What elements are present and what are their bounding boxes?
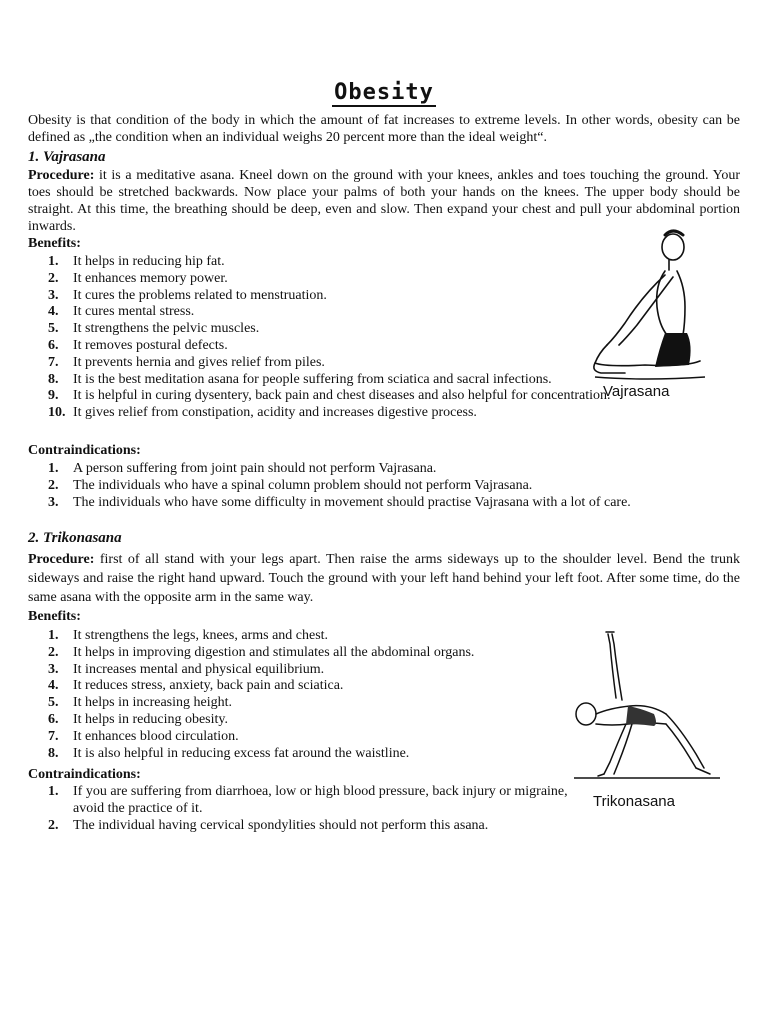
section-heading-trikonasana: 2. Trikonasana xyxy=(28,530,122,546)
procedure-text: first of all stand with your legs apart. Then raise the arms sideways up to the shoulder level. Bend the trunk sideways and raise the right hand upward. Touch the ground with your left hand behind your left foot. After some time, do the same asana with the opposite arm in the same way. xyxy=(28,552,740,605)
list-item-text: It strengthens the pelvic muscles. xyxy=(73,321,260,337)
list-item-number: 5. xyxy=(48,321,59,337)
list-item-text: A person suffering from joint pain should not perform Vajrasana. xyxy=(73,461,437,476)
list-item xyxy=(28,304,603,321)
trikonasana-benefits-label: Benefits: xyxy=(28,609,81,624)
list-item-number: 3. xyxy=(48,287,59,303)
vajrasana-contra-label: Contraindications: xyxy=(28,443,141,458)
vajrasana-figure-caption: Vajrasana xyxy=(603,383,670,400)
list-item-number: 4. xyxy=(48,304,59,320)
trikonasana-figure-caption: Trikonasana xyxy=(593,793,675,810)
list-item-text: It removes postural defects. xyxy=(73,337,228,353)
vajrasana-figure-illustration xyxy=(585,225,715,385)
list-item-text: It is helpful in curing dysentery, back pain and chest diseases and also helpful for concentration. xyxy=(73,388,611,404)
list-item-text: It cures mental stress. xyxy=(73,304,195,320)
list-item xyxy=(28,818,573,835)
list-item xyxy=(28,478,728,495)
section-heading-vajrasana: 1. Vajrasana xyxy=(28,149,106,165)
list-item xyxy=(28,784,573,818)
list-item-number: 2. xyxy=(48,644,59,660)
list-item-text: It is also helpful in reducing excess fat around the waistline. xyxy=(73,745,410,761)
list-item-number: 6. xyxy=(48,711,59,727)
list-item-number: 1. xyxy=(48,628,59,643)
list-item-text: The individuals who have a spinal column problem should not perform Vajrasana. xyxy=(73,477,533,493)
list-item-text: It helps in reducing hip fat. xyxy=(73,254,225,269)
list-item xyxy=(28,338,603,355)
vajrasana-benefits-label: Benefits: xyxy=(28,236,81,251)
list-item-number: 9. xyxy=(48,388,59,404)
list-item-number: 8. xyxy=(48,745,59,761)
list-item-text: It helps in increasing height. xyxy=(73,695,233,711)
list-item-text: If you are suffering from diarrhoea, low or high blood pressure, back injury or migraine, avoid the practice of it. xyxy=(73,784,568,816)
list-item-number: 3. xyxy=(48,661,59,677)
procedure-text: it is a meditative asana. Kneel down on the ground with your knees, ankles and toes touching the ground. Your toes should be stretched backwards. Now place your palms of both your hands on the knees. The upper body should be straight. At this time, the breathing should be deep, even and slow. Then expand your chest and pull your abdominal portion inwards. xyxy=(28,168,740,234)
list-item xyxy=(28,495,728,512)
list-item-number: 1. xyxy=(48,461,59,476)
list-item-text: The individuals who have some difficulty in movement should practise Vajrasana with a lot of care. xyxy=(73,494,631,510)
trikonasana-procedure xyxy=(28,550,740,607)
list-item-number: 4. xyxy=(48,678,59,694)
list-item-number: 7. xyxy=(48,728,59,744)
list-item-number: 8. xyxy=(48,371,59,387)
list-item-number: 2. xyxy=(48,270,59,286)
list-item-text: It helps in improving digestion and stimulates all the abdominal organs. xyxy=(73,644,475,660)
list-item xyxy=(28,254,603,271)
list-item-number: 5. xyxy=(48,695,59,711)
list-item-text: It enhances memory power. xyxy=(73,270,228,286)
list-item-text: It increases mental and physical equilibrium. xyxy=(73,661,325,677)
list-item-text: It cures the problems related to menstruation. xyxy=(73,287,327,303)
list-item-text: It strengthens the legs, knees, arms and chest. xyxy=(73,628,329,643)
list-item xyxy=(28,405,728,422)
list-item-number: 10. xyxy=(48,405,66,421)
list-item xyxy=(28,271,603,288)
list-item-number: 1. xyxy=(48,784,59,799)
list-item xyxy=(28,288,603,305)
list-item-text: It reduces stress, anxiety, back pain and sciatica. xyxy=(73,678,344,694)
procedure-label: Procedure: xyxy=(28,168,95,183)
list-item-text: It prevents hernia and gives relief from piles. xyxy=(73,354,325,370)
list-item xyxy=(28,461,728,478)
list-item-text: It gives relief from constipation, acidity and increases digestive process. xyxy=(73,405,477,421)
trikonasana-figure-illustration xyxy=(570,628,725,788)
page-title: Obesity xyxy=(334,80,434,105)
intro-paragraph: Obesity is that condition of the body in which the amount of fat increases to extreme levels. In other words, obesity can be defined as „the condition when an individual weighs 20 percent more than the ideal weight“. xyxy=(28,113,740,145)
list-item-number: 7. xyxy=(48,354,59,370)
procedure-label: Procedure: xyxy=(28,552,95,567)
list-item-text: It helps in reducing obesity. xyxy=(73,711,229,727)
list-item-number: 6. xyxy=(48,337,59,353)
list-item xyxy=(28,355,603,372)
list-item-text: The individual having cervical spondylities should not perform this asana. xyxy=(73,817,489,833)
list-item-text: It enhances blood circulation. xyxy=(73,728,239,744)
list-item-number: 1. xyxy=(48,254,59,269)
trikonasana-contra-label: Contraindications: xyxy=(28,767,141,782)
list-item xyxy=(28,321,603,338)
list-item-number: 2. xyxy=(48,477,59,493)
list-item xyxy=(28,372,603,389)
vajrasana-contra-list xyxy=(28,461,728,511)
list-item-number: 2. xyxy=(48,817,59,833)
list-item-number: 3. xyxy=(48,494,59,510)
list-item-text: It is the best meditation asana for people suffering from sciatica and sacral infections. xyxy=(73,371,552,387)
